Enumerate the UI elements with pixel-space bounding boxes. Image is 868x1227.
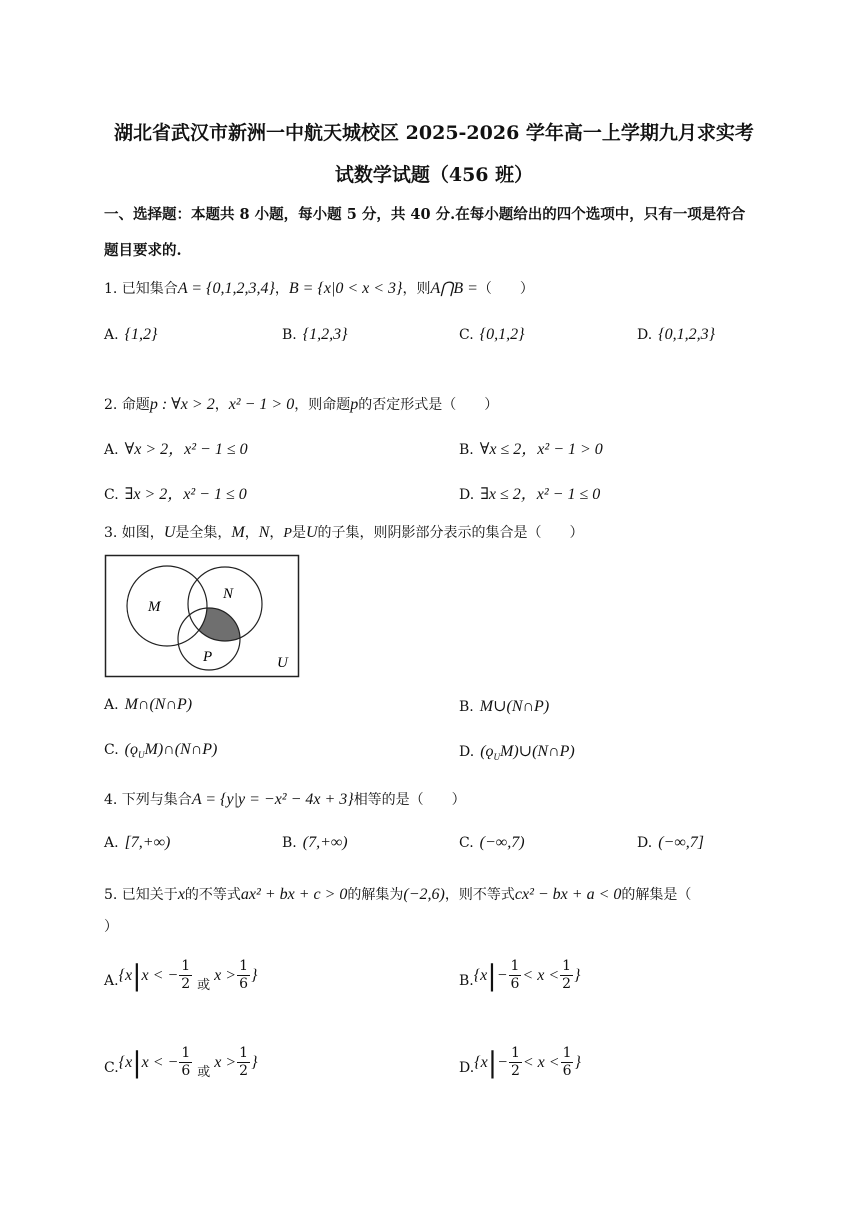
q3-option-a-value: M∩(N∩P) xyxy=(124,696,193,713)
q3-text-a: 3. 如图， xyxy=(104,525,164,541)
right-brace: } xyxy=(574,966,581,984)
q1-option-c[interactable] xyxy=(459,326,524,344)
var-x: x xyxy=(125,1053,133,1071)
q4-option-b-value: (7,+∞) xyxy=(302,834,348,851)
q3-option-d-value: (ǫ xyxy=(480,743,494,760)
q2-comma: ， xyxy=(214,397,229,413)
numerator: 1 xyxy=(181,1045,191,1061)
q5-option-c-label: C. xyxy=(104,1060,119,1076)
question-5 xyxy=(104,884,691,904)
fraction xyxy=(509,958,522,993)
question-4 xyxy=(104,789,466,809)
q5-mid-3: ，则不等式 xyxy=(444,887,515,903)
fraction xyxy=(179,958,192,993)
q3-option-d[interactable] xyxy=(459,741,575,762)
q3-option-d-rest: M)∪(N∩P) xyxy=(500,743,575,760)
q2-option-d-value: ∃x ≤ 2，x² − 1 ≤ 0 xyxy=(480,486,601,503)
q4-option-a[interactable] xyxy=(104,834,170,852)
q2-mid: ，则命题 xyxy=(294,397,351,413)
numerator: 1 xyxy=(239,958,248,974)
q3-u: U xyxy=(163,524,176,541)
q3-option-d-sub: U xyxy=(493,751,501,762)
q3-text-b: 是全集， xyxy=(175,525,232,541)
numerator: 1 xyxy=(181,958,191,974)
q5-close-paren: ） xyxy=(104,919,118,935)
title-line-2: 试数学试题（456 班） xyxy=(334,164,534,186)
q4-option-d-value: (−∞,7] xyxy=(658,834,704,851)
q2-option-d-label: D. xyxy=(459,487,475,503)
venn-label-m: M xyxy=(148,599,161,615)
q3-p: P xyxy=(283,526,292,541)
q5-option-d-label: D. xyxy=(459,1060,475,1076)
q1-paren: （ ） xyxy=(477,281,534,297)
q4-option-c-value: (−∞,7) xyxy=(479,834,525,851)
q2-option-d[interactable] xyxy=(459,481,600,504)
q2-proposition: p : ∀x > 2 xyxy=(149,396,215,413)
question-2 xyxy=(104,394,498,414)
section-header-line-2: 题目要求的. xyxy=(104,242,182,259)
vertical-bar: | xyxy=(132,1046,142,1079)
q2-option-a[interactable] xyxy=(104,436,248,459)
q3-option-c-rest: M)∩(N∩P) xyxy=(144,741,218,758)
left-brace: { xyxy=(474,1053,481,1071)
q2-inequality: x² − 1 > 0 xyxy=(228,396,295,413)
q5-x: x xyxy=(177,886,185,903)
q4-option-a-label: A. xyxy=(104,835,119,851)
vertical-bar: | xyxy=(487,959,497,992)
right-brace: } xyxy=(251,1053,258,1071)
expr-x-lt: x < − xyxy=(141,966,179,984)
q4-option-c[interactable] xyxy=(459,834,525,852)
q2-option-c-label: C. xyxy=(104,487,119,503)
vertical-bar: | xyxy=(132,959,142,992)
q3-option-a[interactable] xyxy=(104,696,192,714)
or-word: 或 xyxy=(197,1065,211,1080)
q1-set-b: B = {x|0 < x < 3} xyxy=(288,280,403,297)
q4-set: A = {y|y = −x² − 4x + 3} xyxy=(191,791,354,808)
denominator: 6 xyxy=(239,976,248,992)
left-brace: { xyxy=(118,966,125,984)
denominator: 2 xyxy=(239,1063,249,1079)
q5-inequality-1: ax² + bx + c > 0 xyxy=(240,886,348,903)
q1-option-d-label: D. xyxy=(637,327,653,343)
fraction xyxy=(237,1045,250,1080)
venn-label-u: U xyxy=(277,655,288,671)
q2-option-b-label: B. xyxy=(459,442,474,458)
title-line-1: 湖北省武汉市新洲一中航天城校区 2025-2026 学年高一上学期九月求实考 xyxy=(114,122,754,144)
denominator: 6 xyxy=(181,1063,191,1079)
q1-expr: A⋂B = xyxy=(430,280,478,297)
q1-option-a-label: A. xyxy=(104,327,119,343)
q5-option-c[interactable] xyxy=(104,1045,258,1080)
q3-sep-1: ， xyxy=(244,525,259,541)
q1-option-c-value: {0,1,2} xyxy=(479,326,525,343)
fraction xyxy=(179,1045,192,1080)
q4-option-c-label: C. xyxy=(459,835,474,851)
q2-option-b[interactable] xyxy=(459,436,603,459)
numerator: 1 xyxy=(510,958,520,974)
q4-option-d-label: D. xyxy=(637,835,653,851)
q3-option-b[interactable] xyxy=(459,696,549,716)
minus-sign: − xyxy=(497,1053,508,1071)
numerator: 1 xyxy=(562,1045,572,1061)
q3-option-c-value: (ǫ xyxy=(124,741,138,758)
q3-option-c[interactable] xyxy=(104,741,217,760)
q3-option-a-label: A. xyxy=(104,697,119,713)
denominator: 6 xyxy=(510,976,520,992)
q2-prefix: 2. 命题 xyxy=(104,397,150,413)
venn-label-n: N xyxy=(223,586,234,602)
numerator: 1 xyxy=(510,1045,520,1061)
right-brace: } xyxy=(250,966,258,984)
left-brace: { xyxy=(118,1053,126,1071)
q5-prefix: 5. 已知关于 xyxy=(104,887,178,903)
numerator: 1 xyxy=(239,1045,249,1061)
question-1 xyxy=(104,278,534,298)
q1-option-a[interactable] xyxy=(104,326,157,344)
q3-u-2: U xyxy=(305,524,318,541)
q1-set-a: A = {0,1,2,3,4} xyxy=(177,280,275,297)
q3-n: N xyxy=(258,524,270,541)
q1-option-a-value: {1,2} xyxy=(124,326,158,343)
minus-sign: − xyxy=(496,966,508,984)
q5-option-a-label: A. xyxy=(104,973,119,989)
expr-x-gt: x > xyxy=(214,966,237,984)
q3-m: M xyxy=(231,524,245,541)
q5-option-d[interactable] xyxy=(459,1045,581,1080)
section-header-line-1: 一、选择题：本题共 8 小题，每小题 5 分，共 40 分.在每小题给出的四个选项中，只有一项是符合 xyxy=(104,206,746,223)
q5-option-b-label: B. xyxy=(459,973,474,989)
q1-option-b-value: {1,2,3} xyxy=(302,326,348,343)
venn-diagram xyxy=(104,554,300,678)
expr-lt-x-lt: < x < xyxy=(522,1053,560,1071)
expr-lt-x-lt: < x < xyxy=(522,966,560,984)
venn-label-p: P xyxy=(203,649,213,665)
circle-m xyxy=(127,566,207,646)
q4-option-b[interactable] xyxy=(282,834,348,852)
q5-suffix: 的解集是（ xyxy=(621,887,692,903)
var-x: x xyxy=(124,966,133,984)
q2-p: p xyxy=(350,396,359,413)
q1-option-b[interactable] xyxy=(282,326,348,344)
q3-option-b-label: B. xyxy=(459,699,474,715)
q1-prefix: 1. 已知集合 xyxy=(104,281,178,297)
expr-x-gt: x > xyxy=(214,1053,237,1071)
q4-option-b-label: B. xyxy=(282,835,297,851)
denominator: 6 xyxy=(562,1063,572,1079)
q1-option-c-label: C. xyxy=(459,327,474,343)
q2-option-c[interactable] xyxy=(104,481,247,504)
q2-option-a-label: A. xyxy=(104,442,119,458)
q2-suffix: 的否定形式是（ ） xyxy=(358,397,499,413)
q5-option-b[interactable] xyxy=(459,958,580,993)
q4-option-d[interactable] xyxy=(637,834,704,852)
q4-prefix: 4. 下列与集合 xyxy=(104,792,192,808)
q3-option-d-label: D. xyxy=(459,744,475,760)
q3-text-d: 的子集，则阴影部分表示的集合是（ ） xyxy=(317,525,584,541)
q1-comma: ， xyxy=(274,281,289,297)
numerator: 1 xyxy=(562,958,572,974)
q3-option-b-value: M∪(N∩P) xyxy=(479,698,550,715)
q4-suffix: 相等的是（ ） xyxy=(353,792,466,808)
right-brace: } xyxy=(574,1053,581,1071)
fraction xyxy=(509,1045,522,1080)
or-word: 或 xyxy=(197,978,211,993)
denominator: 2 xyxy=(510,1063,520,1079)
q5-option-a[interactable] xyxy=(104,958,257,993)
q3-sep-2: ， xyxy=(269,525,284,541)
fraction xyxy=(561,1045,574,1080)
q3-option-c-label: C. xyxy=(104,742,119,758)
q2-option-c-value: ∃x > 2，x² − 1 ≤ 0 xyxy=(124,486,247,503)
q4-option-a-value: [7,+∞) xyxy=(124,834,171,851)
q1-option-b-label: B. xyxy=(282,327,297,343)
expr-x-lt: x < − xyxy=(141,1053,179,1071)
q2-option-b-value: ∀x ≤ 2，x² − 1 > 0 xyxy=(479,441,603,458)
denominator: 2 xyxy=(562,976,572,992)
fraction xyxy=(560,958,573,993)
q1-option-d-value: {0,1,2,3} xyxy=(658,326,715,343)
q1-then: ，则 xyxy=(402,281,431,297)
q5-mid-1: 的不等式 xyxy=(184,887,241,903)
q3-option-c-sub: U xyxy=(138,749,145,760)
left-brace: { xyxy=(473,966,481,984)
q1-option-d[interactable] xyxy=(637,326,715,344)
denominator: 2 xyxy=(181,976,191,992)
q5-mid-2: 的解集为 xyxy=(347,887,404,903)
q5-interval: (−2,6) xyxy=(403,886,445,903)
q3-text-c: 是 xyxy=(291,525,306,541)
q2-option-a-value: ∀x > 2，x² − 1 ≤ 0 xyxy=(124,441,248,458)
fraction xyxy=(237,958,250,993)
vertical-bar: | xyxy=(487,1046,498,1079)
var-x: x xyxy=(480,1053,488,1071)
q5-inequality-2: cx² − bx + a < 0 xyxy=(514,886,622,903)
question-3 xyxy=(104,522,584,542)
var-x: x xyxy=(480,966,488,984)
